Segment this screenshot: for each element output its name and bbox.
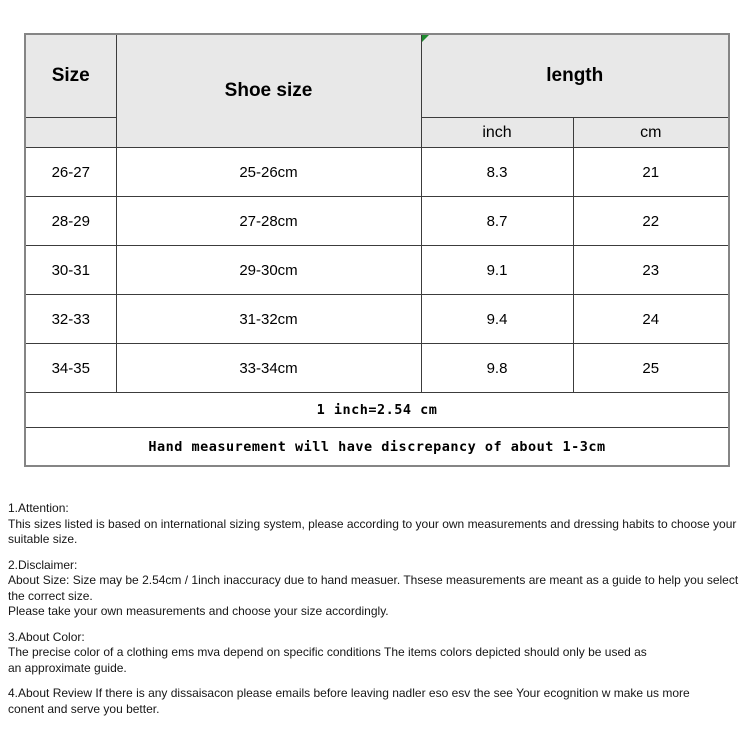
cell-size: 32-33 — [25, 295, 116, 344]
note-line: This sizes listed is based on international sizing system, please according to your own measurements and dressing habits to choose your suitable size. — [8, 516, 737, 546]
cell-size: 26-27 — [25, 148, 116, 197]
header-row-main — [25, 34, 729, 118]
cell-inch: 9.1 — [421, 246, 573, 295]
cell-shoe-size: 27-28cm — [116, 197, 421, 246]
note-line: an approximate guide. — [8, 660, 127, 675]
cell-size: 30-31 — [25, 246, 116, 295]
table-row — [25, 197, 729, 246]
table-row — [25, 148, 729, 197]
note-heading: 1.Attention: — [8, 501, 69, 515]
header-shoe-size: Shoe size — [116, 34, 421, 148]
cell-shoe-size: 25-26cm — [116, 148, 421, 197]
footnote-row — [25, 393, 729, 428]
note-about-review — [8, 686, 746, 717]
cell-size: 28-29 — [25, 197, 116, 246]
cell-cm: 21 — [573, 148, 729, 197]
cell-cm: 23 — [573, 246, 729, 295]
cell-cm: 22 — [573, 197, 729, 246]
footnote-measurement-discrepancy: Hand measurement will have discrepancy of about 1-3cm — [25, 428, 729, 467]
cell-shoe-size: 31-32cm — [116, 295, 421, 344]
cell-inch: 8.7 — [421, 197, 573, 246]
header-size: Size — [25, 34, 116, 118]
note-line: conent and serve you better. — [8, 701, 160, 716]
note-line: About Size: Size may be 2.54cm / 1inch inaccuracy due to hand measuer. Thsese measurements are meant as a guide to help you select the correct size. — [8, 573, 739, 603]
cell-inch: 9.4 — [421, 295, 573, 344]
footnote-row — [25, 428, 729, 467]
table-row — [25, 246, 729, 295]
note-disclaimer — [8, 558, 746, 620]
note-heading: 2.Disclaimer: — [8, 557, 78, 572]
cell-inch: 9.8 — [421, 344, 573, 393]
footnote-inch-conversion: 1 inch=2.54 cm — [25, 393, 729, 428]
note-attention — [8, 501, 746, 548]
header-length-label: length — [546, 65, 604, 86]
header-inch: inch — [421, 118, 573, 148]
note-line: Please take your own measurements and choose your size accordingly. — [8, 604, 389, 618]
note-heading: 3.About Color: — [8, 629, 85, 644]
header-cm: cm — [573, 118, 729, 148]
header-length — [421, 34, 729, 118]
cell-size: 34-35 — [25, 344, 116, 393]
notes-block — [8, 501, 746, 727]
table-row — [25, 344, 729, 393]
cell-shoe-size: 29-30cm — [116, 246, 421, 295]
cell-cm: 25 — [573, 344, 729, 393]
header-size-spacer — [25, 118, 116, 148]
cell-cm: 24 — [573, 295, 729, 344]
cell-shoe-size: 33-34cm — [116, 344, 421, 393]
cell-corner-indicator-icon — [422, 35, 429, 42]
note-about-color — [8, 630, 746, 677]
cell-inch: 8.3 — [421, 148, 573, 197]
note-line: The precise color of a clothing ems mva depend on specific conditions The items colors depicted should only be used as — [8, 645, 647, 659]
note-line: 4.About Review If there is any dissaisacon please emails before leaving nadler eso esv the see Your ecognition w make us more — [8, 686, 690, 700]
size-chart-table — [24, 33, 730, 467]
table-row — [25, 295, 729, 344]
